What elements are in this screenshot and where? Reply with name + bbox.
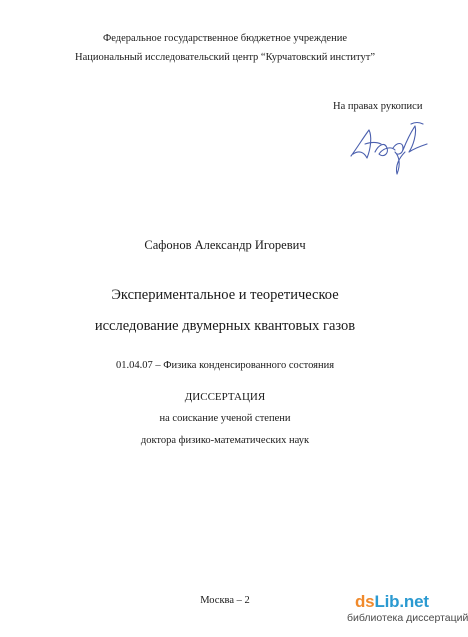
- specialty-dash: –: [152, 360, 164, 371]
- document-type: ДИССЕРТАЦИЯ: [184, 391, 266, 403]
- specialty-name: Физика конденсированного состояния: [163, 360, 335, 371]
- logo-net: .net: [399, 592, 429, 611]
- city-year: Москва – 2: [200, 595, 250, 606]
- specialty-code: 01.04.07: [115, 360, 153, 371]
- author-name: Сафонов Александр Игоревич: [144, 238, 306, 252]
- dslib-watermark: [347, 592, 468, 632]
- handwritten-signature: [345, 118, 433, 180]
- logo-lib: Lib: [374, 592, 400, 611]
- thesis-title-line-1: Экспериментальное и теоретическое: [111, 287, 339, 303]
- specialty: [0, 360, 450, 371]
- manuscript-rights-note: На правах рукописи: [333, 101, 423, 112]
- logo-ds: ds: [355, 592, 375, 611]
- dslib-logo: [355, 592, 429, 612]
- organization-line-2: Национальный исследовательский центр “Курчатовский институт”: [74, 52, 375, 63]
- degree-purpose-line-1: на соискание ученой степени: [159, 413, 291, 424]
- watermark-subtitle: библиотека диссертаций: [347, 612, 468, 624]
- thesis-title-line-2: исследование двумерных квантовых газов: [94, 318, 356, 334]
- degree-purpose-line-2: доктора физико-математических наук: [140, 435, 310, 446]
- organization-line-1: Федеральное государственное бюджетное учреждение: [102, 33, 347, 44]
